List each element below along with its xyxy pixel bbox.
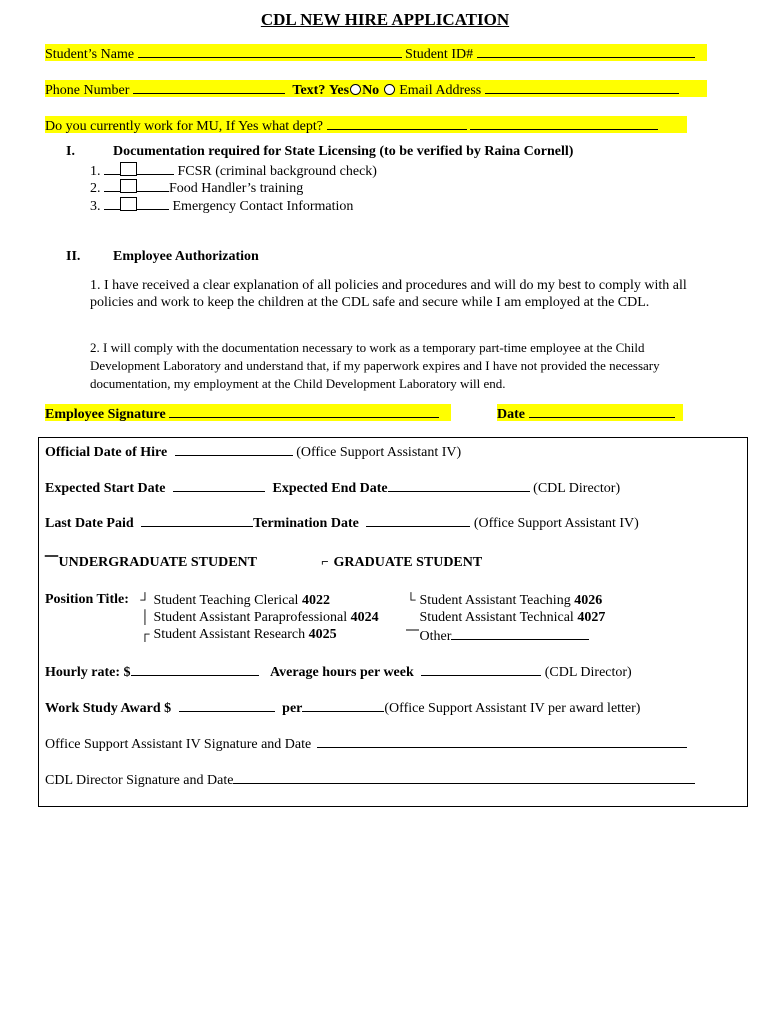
mu-dept-field-2[interactable] (470, 116, 658, 130)
director-signature-field[interactable] (233, 770, 695, 784)
dates-row (45, 478, 620, 497)
yes-radio[interactable] (350, 84, 361, 95)
position-left-2-checkbox-icon[interactable]: │ (140, 609, 150, 624)
phone-field[interactable] (133, 80, 285, 94)
termination-label: Termination Date (253, 516, 359, 531)
work-study-note: (Office Support Assistant IV per award letter) (384, 701, 641, 716)
director-signature-label: CDL Director Signature and Date (45, 773, 234, 788)
date-label: Date (497, 407, 525, 422)
phone-row (45, 80, 707, 97)
no-radio[interactable] (384, 84, 395, 95)
work-study-label: Work Study Award $ (45, 701, 172, 716)
student-id-field[interactable] (477, 44, 695, 58)
position-right-3-checkbox-icon[interactable]: ⎺ (406, 628, 420, 643)
mu-dept-field[interactable] (327, 116, 467, 130)
doc-item-3: 3. Emergency Contact Information (90, 196, 353, 215)
position-left-1-checkbox-icon[interactable]: ┘ (140, 592, 150, 607)
yes-label: Yes (328, 83, 350, 98)
doc-item-1-checkbox[interactable] (120, 162, 137, 176)
osa-signature-label: Office Support Assistant IV Signature and Date (45, 737, 312, 752)
hire-date-label: Official Date of Hire (45, 445, 168, 460)
last-paid-label: Last Date Paid (45, 516, 134, 531)
email-label: Email Address (399, 83, 482, 98)
student-id-label: Student ID# (405, 47, 474, 62)
doc-item-2-checkbox[interactable] (120, 179, 137, 193)
undergrad-checkbox-icon[interactable]: ⎺ (45, 554, 59, 569)
date-row (497, 404, 683, 421)
director-signature-row (45, 770, 695, 789)
hourly-rate-field[interactable] (131, 662, 259, 676)
position-left-1[interactable]: ┘ Student Teaching Clerical 4022 (140, 592, 330, 608)
per-label: per (282, 701, 303, 716)
mu-dept-label: Do you currently work for MU, If Yes what dept? (45, 119, 324, 134)
termination-field[interactable] (366, 513, 470, 527)
undergrad-label: UNDERGRADUATE STUDENT (58, 555, 257, 570)
hourly-rate-label: Hourly rate: $ (45, 665, 131, 680)
section1-numeral: I. (66, 144, 75, 159)
employee-signature-label: Employee Signature (45, 407, 166, 422)
email-field[interactable] (485, 80, 679, 94)
employee-signature-row (45, 404, 451, 421)
mu-row (45, 116, 687, 133)
termination-note: (Office Support Assistant IV) (473, 516, 639, 531)
other-position-field[interactable] (451, 626, 589, 640)
rate-row (45, 662, 632, 681)
hire-date-row (45, 442, 461, 461)
hire-date-field[interactable] (175, 442, 293, 456)
paid-row (45, 513, 639, 532)
position-right-3[interactable]: ⎺ Other (406, 626, 589, 645)
grad-label: GRADUATE STUDENT (333, 555, 483, 570)
last-paid-field[interactable] (141, 513, 253, 527)
doc-item-3-blank (104, 196, 169, 210)
start-date-field[interactable] (173, 478, 265, 492)
section2-numeral: II. (66, 249, 81, 264)
end-date-label: Expected End Date (272, 481, 388, 496)
section2-heading: Employee Authorization (113, 249, 259, 264)
avg-hours-field[interactable] (421, 662, 541, 676)
text-question: Text? (292, 83, 326, 98)
section1-heading: Documentation required for State Licensing (to be verified by Raina Cornell) (113, 144, 574, 159)
work-study-row (45, 698, 640, 717)
position-left-3-checkbox-icon[interactable]: ┌ (140, 626, 150, 641)
end-date-field[interactable] (388, 478, 530, 492)
form-title: CDL NEW HIRE APPLICATION (260, 10, 510, 29)
doc-item-3-checkbox[interactable] (120, 197, 137, 211)
hire-date-note: (Office Support Assistant IV) (296, 445, 462, 460)
osa-signature-field[interactable] (317, 734, 687, 748)
student-row (45, 44, 707, 61)
authorization-paragraph-2: 2. I will comply with the documentation necessary to work as a temporary part-time employee at the Child Development Laboratory and understand that, if my paperwork expires and I have not provided the necessary documentation, my employment at the Child Development Laboratory will end. (90, 340, 660, 391)
student-name-field[interactable] (138, 44, 402, 58)
start-date-label: Expected Start Date (45, 481, 166, 496)
phone-label: Phone Number (45, 83, 130, 98)
per-field[interactable] (302, 698, 384, 712)
grad-checkbox-icon[interactable]: ⌐ (321, 554, 329, 569)
avg-hours-note: (CDL Director) (544, 665, 632, 680)
avg-hours-label: Average hours per week (270, 665, 414, 680)
work-study-field[interactable] (179, 698, 275, 712)
employee-signature-field[interactable] (169, 404, 439, 418)
osa-signature-row (45, 734, 687, 753)
position-title-label: Position Title: (45, 592, 129, 607)
end-date-note: (CDL Director) (533, 481, 621, 496)
undergrad-option[interactable] (45, 554, 257, 571)
doc-item-1: 1. FCSR (criminal background check) (90, 161, 377, 180)
student-name-label: Student’s Name (45, 47, 135, 62)
doc-item-2-blank (104, 178, 169, 192)
no-label: No (362, 83, 380, 98)
grad-option[interactable] (320, 554, 482, 571)
doc-item-1-blank (104, 161, 174, 175)
position-left-3[interactable]: ┌ Student Assistant Research 4025 (140, 626, 337, 642)
position-left-2[interactable]: │ Student Assistant Paraprofessional 4024 (140, 609, 379, 625)
doc-item-2: 2. Food Handler’s training (90, 178, 303, 197)
position-right-1[interactable]: └ Student Assistant Teaching 4026 (406, 592, 603, 608)
authorization-paragraph-1: 1. I have received a clear explanation of all policies and procedures and will do my best to comply with all policies and work to keep the children at the CDL safe and secure while I am employed at the CDL. (90, 278, 687, 310)
position-right-1-checkbox-icon[interactable]: └ (406, 592, 416, 607)
position-right-2[interactable]: Student Assistant Technical 4027 (419, 610, 606, 625)
date-field[interactable] (529, 404, 675, 418)
